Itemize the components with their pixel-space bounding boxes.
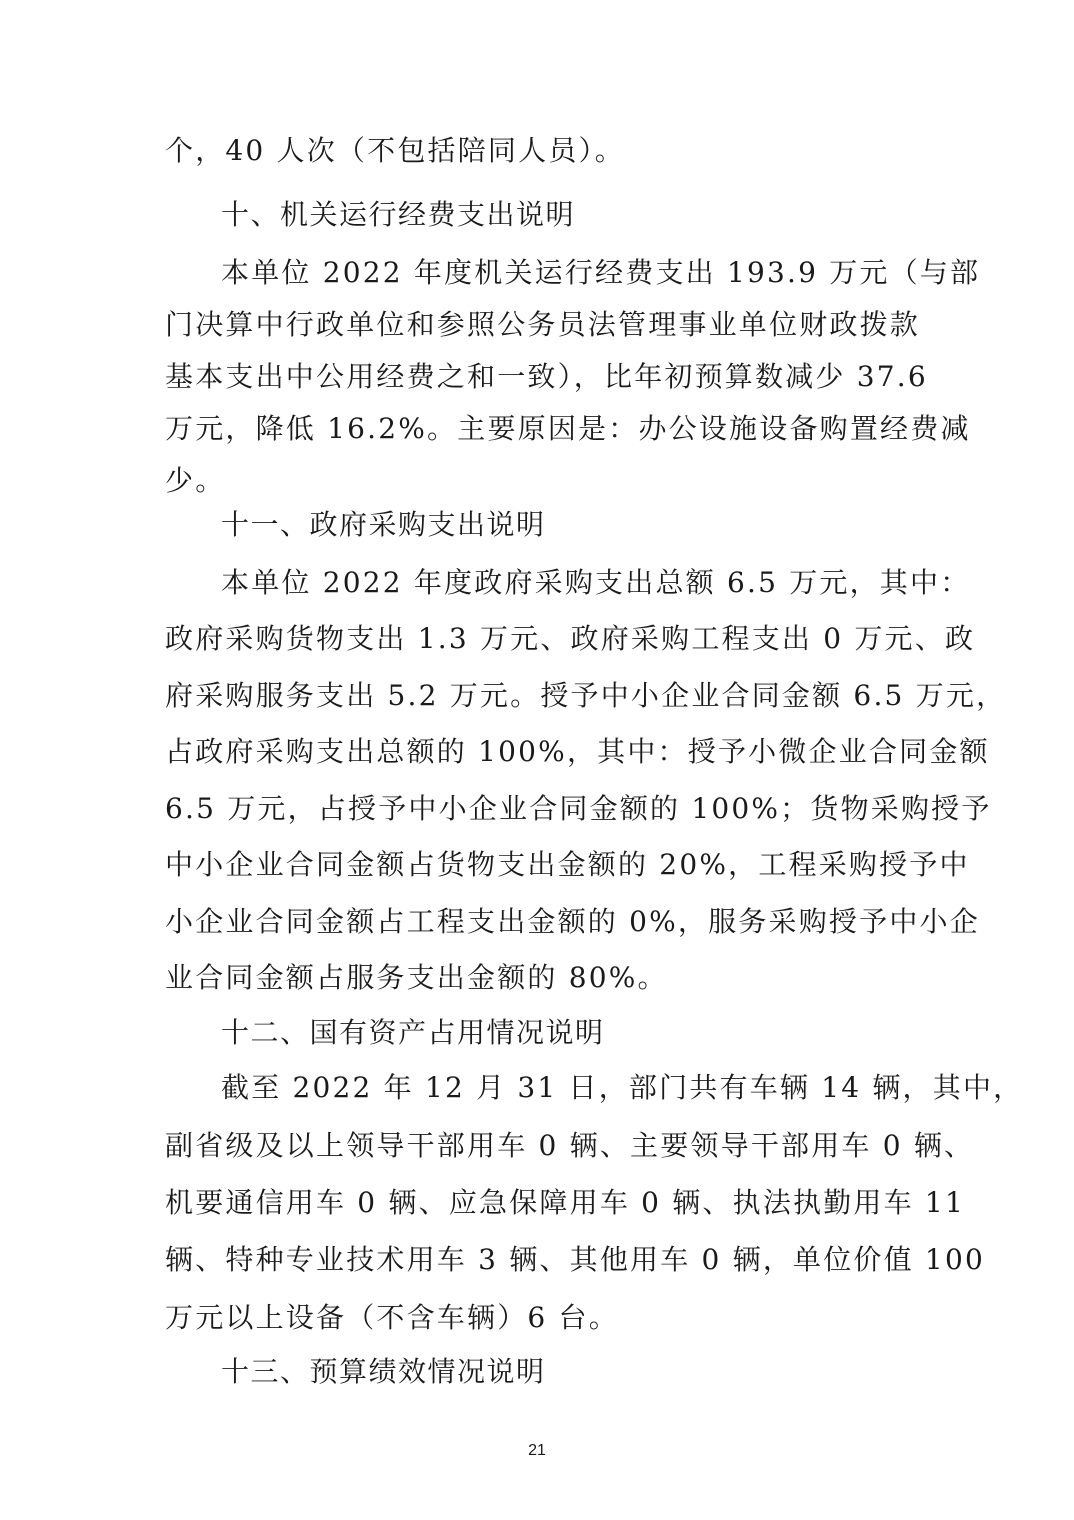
text-line: 6.5 万元，占授予中小企业合同金额的 100%；货物采购授予	[165, 792, 992, 825]
text-line: 门决算中行政单位和参照公务员法管理事业单位财政拨款	[165, 308, 921, 341]
text-line: 万元，降低 16.2%。主要原因是：办公设施设备购置经费减	[165, 412, 971, 445]
section-heading: 十、机关运行经费支出说明	[221, 198, 576, 231]
text-line: 截至 2022 年 12 月 31 日，部门共有车辆 14 辆，其中，	[221, 1071, 1024, 1104]
text-line: 副省级及以上领导干部用车 0 辆、主要领导干部用车 0 辆、	[165, 1129, 975, 1162]
section-heading: 十一、政府采购支出说明	[221, 508, 546, 541]
text-line: 机要通信用车 0 辆、应急保障用车 0 辆、执法执勤用车 11	[165, 1186, 965, 1219]
text-line: 万元以上设备（不含车辆）6 台。	[165, 1301, 619, 1334]
text-line: 府采购服务支出 5.2 万元。授予中小企业合同金额 6.5 万元，	[165, 679, 1007, 712]
text-line: 个，40 人次（不包括陪同人员）。	[165, 134, 625, 167]
text-line: 业合同金额占服务支出金额的 80%。	[165, 961, 668, 994]
section-heading: 十二、国有资产占用情况说明	[221, 1016, 605, 1049]
text-line: 基本支出中公用经费之和一致），比年初预算数减少 37.6	[165, 360, 928, 393]
text-line: 中小企业合同金额占货物支出金额的 20%，工程采购授予中	[165, 848, 970, 881]
section-heading: 十三、预算绩效情况说明	[221, 1355, 546, 1388]
text-line: 辆、特种专业技术用车 3 辆、其他用车 0 辆，单位价值 100	[165, 1243, 985, 1276]
page-number: 21	[528, 1442, 546, 1459]
text-line: 占政府采购支出总额的 100%，其中：授予小微企业合同金额	[165, 735, 990, 768]
text-line: 政府采购货物支出 1.3 万元、政府采购工程支出 0 万元、政	[165, 622, 976, 655]
text-line: 小企业合同金额占工程支出金额的 0%，服务采购授予中小企	[165, 905, 980, 938]
text-line: 少。	[165, 464, 226, 497]
text-line: 本单位 2022 年度机关运行经费支出 193.9 万元（与部	[221, 256, 981, 289]
text-line: 本单位 2022 年度政府采购支出总额 6.5 万元，其中：	[221, 566, 971, 599]
